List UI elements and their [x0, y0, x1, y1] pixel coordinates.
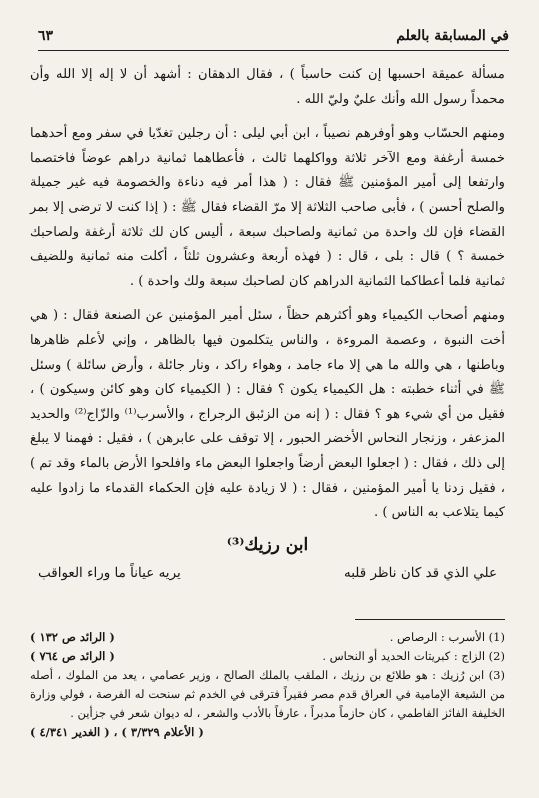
footnote-3: [30, 666, 505, 742]
footnote-3-source: ( الأعلام ٣/٣٢٩ ) ، ( الغدير ٤/٣٤١ ): [30, 725, 204, 739]
paragraph-1: مسألة عميقة احسبها إن كنت حاسباً ) ، فقال الدهقان : أشهد أن لا إله إلا الله وأن محمداً رسول الله وأنك عليٌ وليّ الله .: [30, 67, 505, 107]
verse-first-hemistich: علي الذي قد كان ناظر قلبه: [343, 564, 497, 581]
paragraph-3: ومنهم أصحاب الكيمياء وهو أكثرهم حظاً ، سئل أمير المؤمنين عن الصنعة فقال : ( هي أخت النبوة ، وعصمة المروءة ، والناس يتكلمون فيها بالظاهر ، وإني لأعلم ظاهرها وباطنها ، هي والله ما هي إلا ماء جامد ، وهواء راكد ، ونار جائلة ، وأرض سائلة ) وسئل ﷺ في أثناء خطبته : هل الكيمياء يكون ؟ فقال : ( الكيمياء كان وهو كائن وسيكون ) ، فقيل من أي شيء هو ؟ فقال : ( إنه من الزئبق الرجراج ، والأسرب⁽¹⁾ والزّاج⁽²⁾ والحديد المزعفر ، وزنجار النحاس الأخضر الحبور ، إلا توقف على عابرهن ) ، فقيل : فهمنا لا يبلغ إلى ذلك ، فقال : ( اجعلوا البعض أرضاً واجعلوا البعض ماء وافلحوا الأرض بالماء وقد تم ) ، فقيل زدنا يا أمير المؤمنين ، فقال : ( لا زيادة عليه فإن الحكماء القدماء ما زادوا عليه كيما يتلاعب به الناس ) .: [30, 308, 505, 521]
page-number: ٦٣: [38, 28, 54, 44]
paragraph-2: ومنهم الحسّاب وهو أوفرهم نصيباً ، ابن أبي ليلى : أن رجلين تغدّيا في سفر ومع أحدهما خمسة أرغفة ومع الآخر ثلاثة وواكلهما ثالث ، فأعطاهما ثمانية دراهم عوضاً فاختصما وارتفعا إلى أمير المؤمنين ﷺ فقال : ( هذا أمر فيه دناءة والخصومة فيه غير جميلة والصلح أحسن ) ، فأبى صاحب الثلاثة إلا مرّ القضاء فقال ﷺ : ( إذا كنت لا ترضى إلا بمر القضاء فإن لك واحدة من ثمانية ولصاحبك سبعة ، أليس كان لك ثلاثة أرغفة ولصاحبك خمسة ؟ ) قال : بلى ، قال : ( فهذه أربعة وعشرون ثلثاً ، أكلت منه ثمانية وللضيف ثمانية فلما أعطاكما الثمانية الدراهم كان لصاحبك سبعة ولك واحدة ) .: [30, 126, 505, 289]
footnote-1-text: (1) الأسرب : الرصاص .: [389, 630, 505, 644]
footnote-2-source: ( الرائد ص ٧٦٤ ): [30, 649, 115, 663]
footnote-divider: [355, 619, 505, 620]
footnote-1-source: ( الرائد ص ١٣٢ ): [30, 630, 115, 644]
section-title: ابن رزيك⁽³⁾: [226, 534, 309, 555]
footnote-2-text: (2) الزاج : كبريتات الحديد أو النحاس .: [322, 649, 505, 663]
main-text: [30, 63, 505, 590]
verse-second-hemistich: يريه عياناً ما وراء العواقب: [38, 564, 181, 581]
footnote-3-text: (3) ابن رُزيك : هو طلائع بن رزيك ، الملقب بالملك الصالح ، وزير عصامي ، يعد من الملوك ، أصله من الشيعة الإمامية في العراق قدم مصر فقيراً فترقى في الخدم ثم سنحت له الفرصة ، فولي وزارة الخليفة الفائز الفاطمي ، كان حازماً مدبراً ، عارفاً بالأدب والشعر ، له ديوان شعر في جزأين .: [30, 668, 505, 720]
running-header: [38, 20, 509, 51]
footnote-1: [30, 628, 505, 647]
poem-verse: [30, 560, 505, 586]
running-title: في المسابقة بالعلم: [396, 28, 509, 44]
footnotes: [30, 628, 505, 742]
footnote-2: [30, 647, 505, 666]
